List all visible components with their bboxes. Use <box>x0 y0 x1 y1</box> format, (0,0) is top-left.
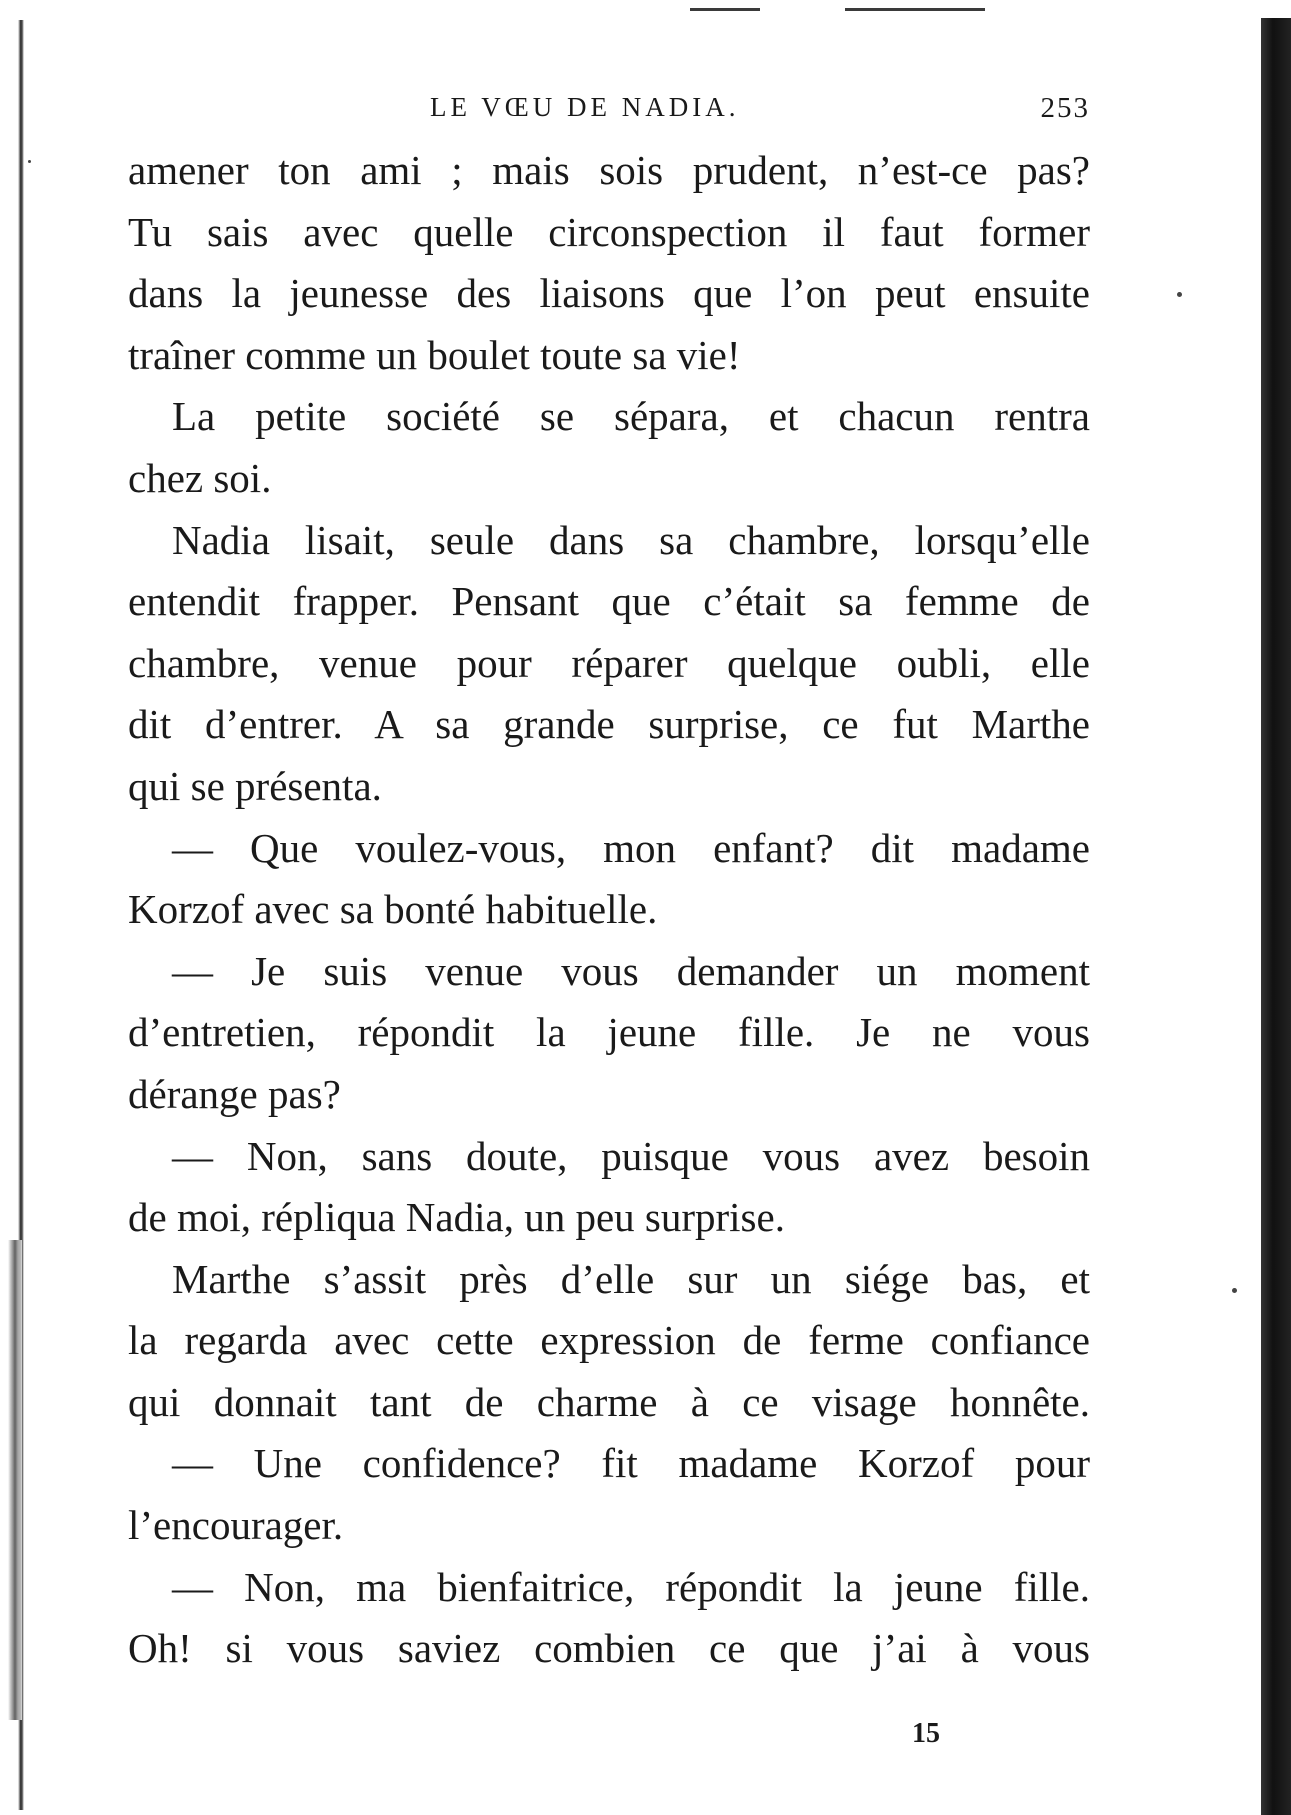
text-line: chez soi. <box>128 454 272 501</box>
text-line: Tu sais avec quelle circonspection il faut former <box>128 208 1090 255</box>
top-rule-right <box>845 8 985 11</box>
text-line: l’encourager. <box>128 1502 344 1549</box>
text-line: traîner comme un boulet toute sa vie! <box>128 331 741 378</box>
text-line: Nadia lisait, seule dans sa chambre, lorsqu’elle <box>172 516 1090 563</box>
text-line: — Une confidence? fit madame Korzof pour <box>172 1440 1090 1487</box>
text-line: qui se présenta. <box>128 762 382 809</box>
body-text <box>128 140 1090 1680</box>
running-title: LE VŒU DE NADIA. <box>430 92 740 122</box>
text-line: — Je suis venue vous demander un moment <box>172 947 1090 994</box>
text-line: Korzof avec sa bonté habituelle. <box>128 886 658 933</box>
top-rule-left <box>690 8 760 11</box>
text-line: de moi, répliqua Nadia, un peu surprise. <box>128 1194 785 1241</box>
text-line: dérange pas? <box>128 1070 341 1117</box>
text-line: amener ton ami ; mais sois prudent, n’est-ce pas? <box>128 147 1090 193</box>
text-line: dit d’entrer. A sa grande surprise, ce fut Marthe <box>128 701 1090 748</box>
running-header <box>130 92 1090 132</box>
signature-mark: 15 <box>912 1718 940 1749</box>
text-line: chambre, venue pour réparer quelque oubli, elle <box>128 639 1090 686</box>
text-line: la regarda avec cette expression de ferme confiance <box>128 1317 1090 1364</box>
text-line: La petite société se sépara, et chacun rentra <box>172 393 1090 440</box>
text-line: qui donnait tant de charme à ce visage honnête. <box>128 1378 1090 1425</box>
print-speck <box>28 160 31 163</box>
page-right-edge <box>1261 18 1291 1815</box>
text-line: d’entretien, répondit la jeune fille. Je ne vous <box>128 1009 1090 1056</box>
print-speck <box>1232 1288 1237 1293</box>
text-line: — Non, ma bienfaitrice, répondit la jeune fille. <box>172 1563 1090 1610</box>
text-line: dans la jeunesse des liaisons que l’on peut ensuite <box>128 270 1090 317</box>
text-line: entendit frapper. Pensant que c’était sa femme de <box>128 578 1090 625</box>
page-gutter-shadow <box>8 1240 22 1720</box>
text-line: Marthe s’assit près d’elle sur un siége bas, et <box>172 1255 1090 1302</box>
text-line: — Que voulez-vous, mon enfant? dit madame <box>172 824 1090 871</box>
text-line: Oh! si vous saviez combien ce que j’ai à vous <box>128 1625 1090 1672</box>
text-line: — Non, sans doute, puisque vous avez besoin <box>172 1132 1090 1179</box>
page-number: 253 <box>1040 92 1090 124</box>
print-speck <box>1177 292 1182 297</box>
